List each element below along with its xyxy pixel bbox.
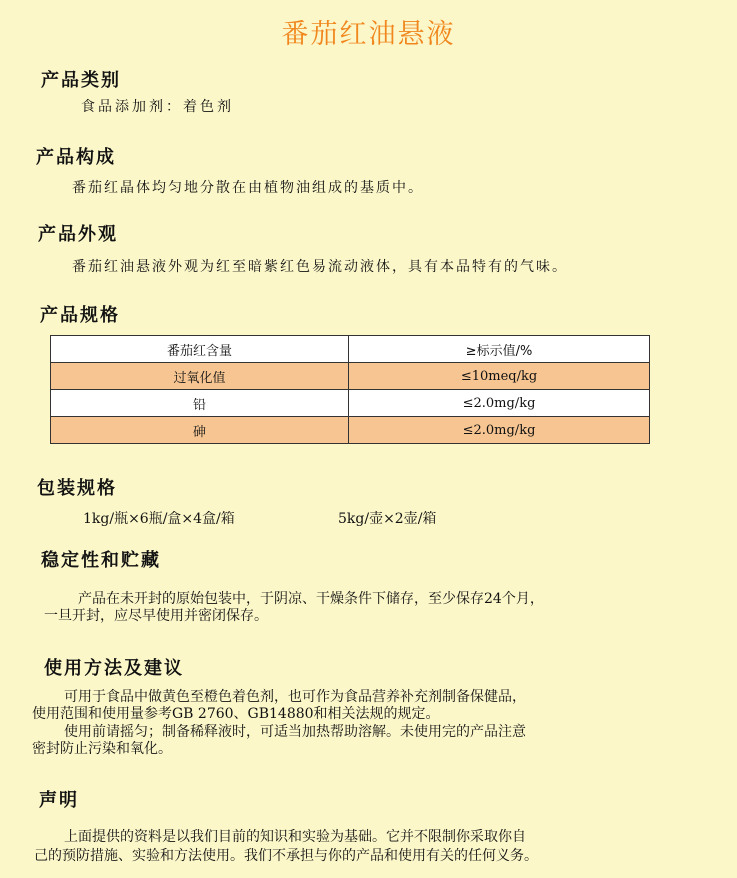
table-cell: 铅 (51, 390, 349, 417)
statement-line-2: 己的预防措施、实验和方法使用。我们不承担与你的产品和使用有关的任何义务。 (34, 848, 538, 864)
usage-line-4: 密封防止污染和氧化。 (32, 741, 172, 757)
composition-text: 番茄红晶体均匀地分散在由植物油组成的基质中。 (72, 180, 424, 196)
page-title: 番茄红油悬液 (281, 19, 456, 50)
statement-line-1: 上面提供的资料是以我们目前的知识和实验为基础。它并不限制你采取你自 (64, 829, 526, 845)
packaging-option-2: 5kg/壶×2壶/箱 (338, 511, 437, 527)
category-heading: 产品类别 (41, 70, 121, 91)
table-cell: ≤10meq/kg (349, 363, 650, 390)
usage-heading: 使用方法及建议 (44, 658, 184, 679)
packaging-heading: 包装规格 (37, 478, 117, 499)
spec-heading: 产品规格 (40, 305, 120, 326)
table-row (51, 336, 650, 363)
appearance-heading: 产品外观 (38, 224, 118, 245)
composition-heading: 产品构成 (36, 147, 116, 168)
usage-line-3: 使用前请摇匀；制备稀释液时，可适当加热帮助溶解。未使用完的产品注意 (64, 724, 526, 740)
table-row (51, 363, 650, 390)
table-cell: 番茄红含量 (51, 336, 349, 363)
storage-heading: 稳定性和贮藏 (41, 550, 161, 571)
table-row (51, 390, 650, 417)
table-cell: 过氧化值 (51, 363, 349, 390)
usage-line-1: 可用于食品中做黄色至橙色着色剂，也可作为食品营养补充剂制备保健品， (64, 689, 526, 705)
storage-line-1: 产品在未开封的原始包装中，于阴凉、干燥条件下储存，至少保存24个月， (78, 591, 544, 607)
storage-line-2: 一旦开封，应尽早使用并密闭保存。 (44, 608, 268, 624)
spec-table (50, 335, 650, 444)
usage-line-2: 使用范围和使用量参考GB 2760、GB14880和相关法规的规定。 (32, 706, 440, 722)
table-cell: 砷 (51, 417, 349, 444)
appearance-text: 番茄红油悬液外观为红至暗紫红色易流动液体，具有本品特有的气味。 (72, 259, 568, 275)
table-cell: ≤2.0mg/kg (349, 417, 650, 444)
table-cell: ≤2.0mg/kg (349, 390, 650, 417)
table-cell: ≥标示值/% (349, 336, 650, 363)
category-text: 食品添加剂：着色剂 (81, 99, 234, 115)
statement-heading: 声明 (39, 790, 79, 811)
packaging-option-1: 1kg/瓶×6瓶/盒×4盒/箱 (83, 511, 235, 527)
table-row (51, 417, 650, 444)
